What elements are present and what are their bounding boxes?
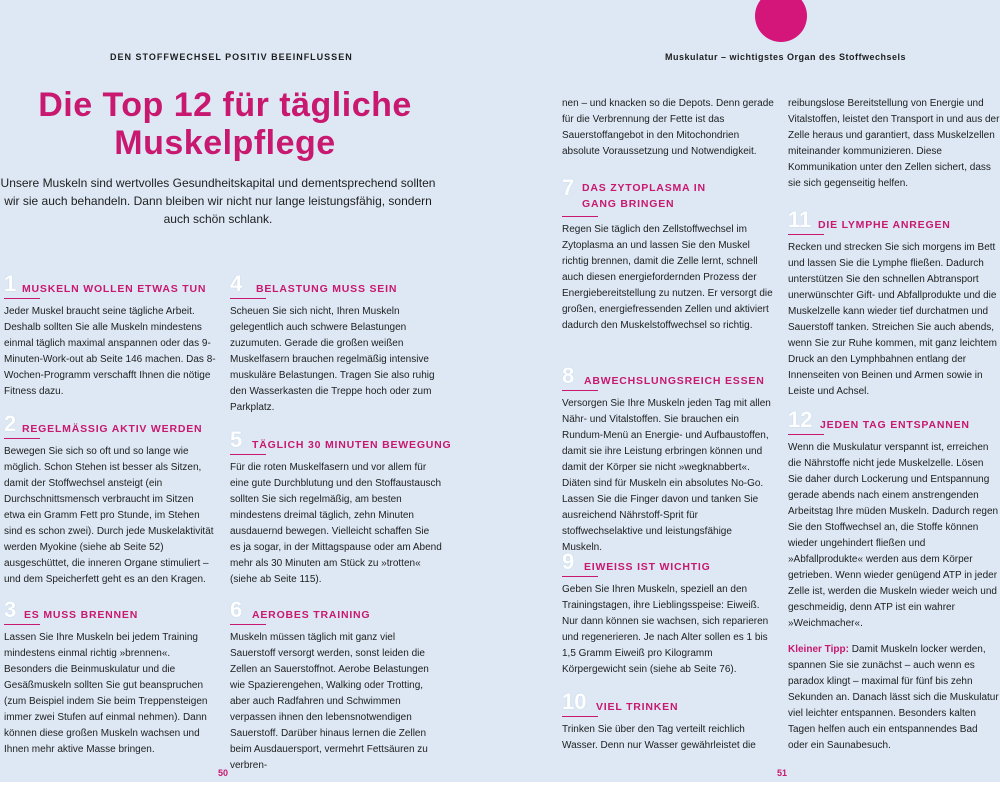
title-line-2: Muskelpflege	[114, 124, 336, 162]
section-body: Scheuen Sie sich nicht, Ihren Muskeln gelegentlich auch schwere Belastungen zuzumuten. Gerade die großen weißen Muskelfasern brauchen regelmäßig intensive muskuläre Belastungen. Tragen Sie also ruhig den Wasserkasten die Treppe hoch oder zum Parkplatz.	[230, 306, 435, 413]
section-title: BELASTUNG MUSS SEIN	[256, 283, 398, 295]
section-title: EIWEISS IST WICHTIG	[584, 561, 711, 573]
section-body: Regen Sie täglich den Zellstoffwechsel im Zytoplasma an und lassen Sie den Muskel richtig brennen, damit die Zelle lernt, schnell auch diesen energiefordernden Prozess der Energiebereitstellung zu nutzen. Er versorgt die großen, energiefressenden Zellen und aktiviert dadurch den Muskelstoffwechsel so richtig.	[562, 224, 773, 331]
section-body: Wenn die Muskulatur verspannt ist, erreichen die Nährstoffe nicht jede Muskelzelle. Lösen Sie daher durch Lockerung und Entspannung gerade abends nach einem anstrengenden Arbeitstag Ihre müden Muskeln. Dadurch regen Sie den Stoffwechsel an, die Stoffe können wieder ungehindert fließen und »Abfallprodukte« werden aus dem Körper getrieben. Wenn wieder genügend ATP in jeder Zelle ist, werden die Muskeln wieder weich und geschmeidig, denn ATP ist ein wahrer »Weichmacher«.	[788, 442, 999, 629]
page-number-right: 51	[777, 768, 788, 778]
section-1	[4, 272, 216, 400]
section-9	[562, 550, 774, 678]
section-title: TÄGLICH 30 MINUTEN BEWEGUNG	[252, 439, 452, 451]
section-number: 2	[4, 411, 17, 436]
section-body: Versorgen Sie Ihre Muskeln jeden Tag mit allen Nähr- und Vitalstoffen. Sie brauchen ein Rundum-Menü an Energie- und Aufbaustoffen, damit sie ihre Leistung erbringen können und damit der Körper sie nicht »wegknabbert«. Diäten sind für Muskeln ein absolutes No-Go. Lassen Sie die Finger davon und tanken Sie ausreichend Nährstoff-Sprit für stoffwechselaktive und leistungsfähige Muskeln.	[562, 398, 771, 553]
section-number: 9	[562, 549, 575, 574]
section-body: Recken und strecken Sie sich morgens im Bett und lassen Sie die Lymphe fließen. Dadurch unterstützen Sie den schnellen Abtransport unerwünschter Gift- und Abfallprodukte und die Muskelzelle kann wieder tief durchatmen und Sauerstoff tanken. Streichen Sie auch abends, wenn Sie zur Ruhe kommen, mit ganz leichtem Druck an den Lymphbahnen entlang der Innenseiten von Beinen und Armen sowie in Leiste und Achsel.	[788, 242, 997, 397]
section-12	[788, 408, 1000, 632]
section-10	[562, 690, 774, 754]
section-title: AEROBES TRAINING	[252, 609, 371, 621]
section-title: ABWECHSLUNGSREICH ESSEN	[584, 375, 765, 387]
section-title: MUSKELN WOLLEN ETWAS TUN	[22, 283, 207, 295]
bottom-margin	[0, 782, 1000, 800]
page-title	[0, 86, 450, 162]
section-body: Bewegen Sie sich so oft und so lange wie möglich. Schon Stehen ist besser als Sitzen, damit der Stoffwechsel ansteigt (ein Durchschnittsmensch verbraucht im Sitzen etwa ein Gramm Fett pro Stunde, im Stehen sind es schon zwei). Durch jede Muskelaktivität werden Myokine (siehe ab Seite 52) ausgeschüttet, die inneren Organe stimuliert – und dem Speicherfett geht es an den Kragen.	[4, 446, 214, 585]
section-divider	[230, 454, 266, 455]
section-3	[4, 598, 216, 758]
right-page	[500, 0, 1000, 800]
section-body: Muskeln müssen täglich mit ganz viel Sauerstoff versorgt werden, sonst leiden die Zellen an Sauerstoffnot. Aerobe Belastungen wie Spazierengehen, Walking oder Trotting, aber auch Radfahren und Schwimmen verpassen ihnen den lebensnotwendigen Sauerstoff. Darüber hinaus lernen die Zellen beim Ausdauersport, vermehrt Fettsäuren zu verbren-	[230, 632, 429, 771]
section-number: 8	[562, 363, 575, 388]
section-number: 7	[562, 175, 575, 200]
section-divider	[4, 298, 40, 299]
section-title: DAS ZYTOPLASMA IN GANG BRINGEN	[582, 182, 706, 210]
title-line-1: Die Top 12 für tägliche	[38, 86, 412, 124]
intro-text: Unsere Muskeln sind wertvolles Gesundheitskapital und dementsprechend sollten wir sie auch behandeln. Dann bleiben wir nicht nur lange leistungsfähig, sondern auch schön schlank.	[0, 176, 436, 226]
section-title: JEDEN TAG ENTSPANNEN	[820, 419, 970, 431]
section-number: 4	[230, 271, 243, 296]
running-head-right: Muskulatur – wichtigstes Organ des Stoffwechsels	[665, 52, 907, 62]
section-divider	[562, 390, 598, 391]
section-body: Geben Sie Ihren Muskeln, speziell an den Trainingstagen, ihre Lieblingsspeise: Eiweiß. Nur dann können sie wachsen, sich reparieren und regenerieren. Je nach Alter sollen es 1 bis 1,5 Gramm Eiweiß pro Kilogramm Körpergewicht sein (siehe ab Seite 76).	[562, 584, 769, 675]
section-6	[230, 598, 442, 774]
section-number: 12	[788, 407, 813, 432]
decorative-circle	[755, 0, 807, 42]
section-4	[230, 272, 442, 416]
section-11	[788, 208, 1000, 400]
section-divider	[230, 624, 266, 625]
section-divider	[788, 434, 824, 435]
section-number: 3	[4, 597, 17, 622]
section-number: 1	[4, 271, 17, 296]
section-title: DIE LYMPHE ANREGEN	[818, 219, 951, 231]
section-5	[230, 427, 452, 588]
page-number-left: 50	[218, 768, 229, 778]
section-title: VIEL TRINKEN	[596, 701, 679, 713]
section-2	[4, 412, 216, 588]
running-head-left: DEN STOFFWECHSEL POSITIV BEEINFLUSSEN	[110, 52, 353, 62]
section-number: 10	[562, 689, 587, 714]
section-divider	[4, 438, 40, 439]
section-title: ES MUSS BRENNEN	[24, 609, 139, 621]
section-divider	[788, 234, 824, 235]
tip-text: Damit Muskeln locker werden, spannen Sie sie zunächst – auch wenn es paradox klingt – maximal für fünf bis zehn Sekunden an. Danach lässt sich die Muskulatur viel leichter entspannen. Besonders kalten Tagen helfen auch ein entspannendes Bad oder ein Saunabesuch.	[788, 644, 999, 751]
section-number: 6	[230, 597, 243, 622]
section-divider	[562, 216, 598, 217]
section-divider	[562, 716, 598, 717]
section-body: Jeder Muskel braucht seine tägliche Arbeit. Deshalb sollten Sie alle Muskeln mindestens einmal täglich maximal anspannen oder das 9-Minuten-Work-out ab Seite 146 machen. Das 8-Wochen-Programm verschafft Ihnen die nötige Fitness dazu.	[4, 306, 216, 397]
section-divider	[230, 298, 266, 299]
section-number: 11	[788, 207, 812, 232]
section-8	[562, 364, 774, 556]
tip-box	[788, 642, 1000, 754]
section-title: REGELMÄSSIG AKTIV WERDEN	[22, 423, 203, 435]
tip-label: Kleiner Tipp:	[788, 644, 849, 655]
section-body: Trinken Sie über den Tag verteilt reichlich Wasser. Denn nur Wasser gewährleistet die	[562, 724, 756, 751]
section-divider	[4, 624, 40, 625]
section-number: 5	[230, 427, 243, 452]
section-body: Lassen Sie Ihre Muskeln bei jedem Training mindestens einmal richtig »brennen«. Besonders die Beinmuskulatur und die Gesäßmuskeln sollten Sie gut beanspruchen (zum Beispiel indem Sie beim Treppensteigen immer zwei Stufen auf einmal nehmen). Dann können diese großen Muskeln wachsen und Ihnen mehr aktive Masse bringen.	[4, 632, 208, 755]
section-7	[562, 176, 774, 334]
continuation-text-col3: nen – und knacken so die Depots. Denn gerade für die Verbrennung der Fette ist das Sauerstoffangebot in den Mitochondrien absolute Voraussetzung und Notwendigkeit.	[562, 98, 774, 157]
section-divider	[562, 576, 598, 577]
section-body: Für die roten Muskelfasern und vor allem für eine gute Durchblutung und den Stoffaustausch sollten Sie sich regelmäßig, am besten mindestens dreimal täglich, zehn Minuten ausdauernd bewegen. Vielleicht schaffen Sie es ja sogar, in der Mittagspause oder am Abend mehr als 30 Minuten am Stück zu »trotten« (siehe ab Seite 115).	[230, 462, 442, 585]
continuation-text-col4: reibungslose Bereitstellung von Energie und Vitalstoffen, leistet den Transport in und aus der Zelle heraus und garantiert, dass Muskelzellen miteinander kommunizieren. Diese Kommunikation unter den Zellen sichert, dass sie sich gegenseitig helfen.	[788, 98, 1000, 189]
